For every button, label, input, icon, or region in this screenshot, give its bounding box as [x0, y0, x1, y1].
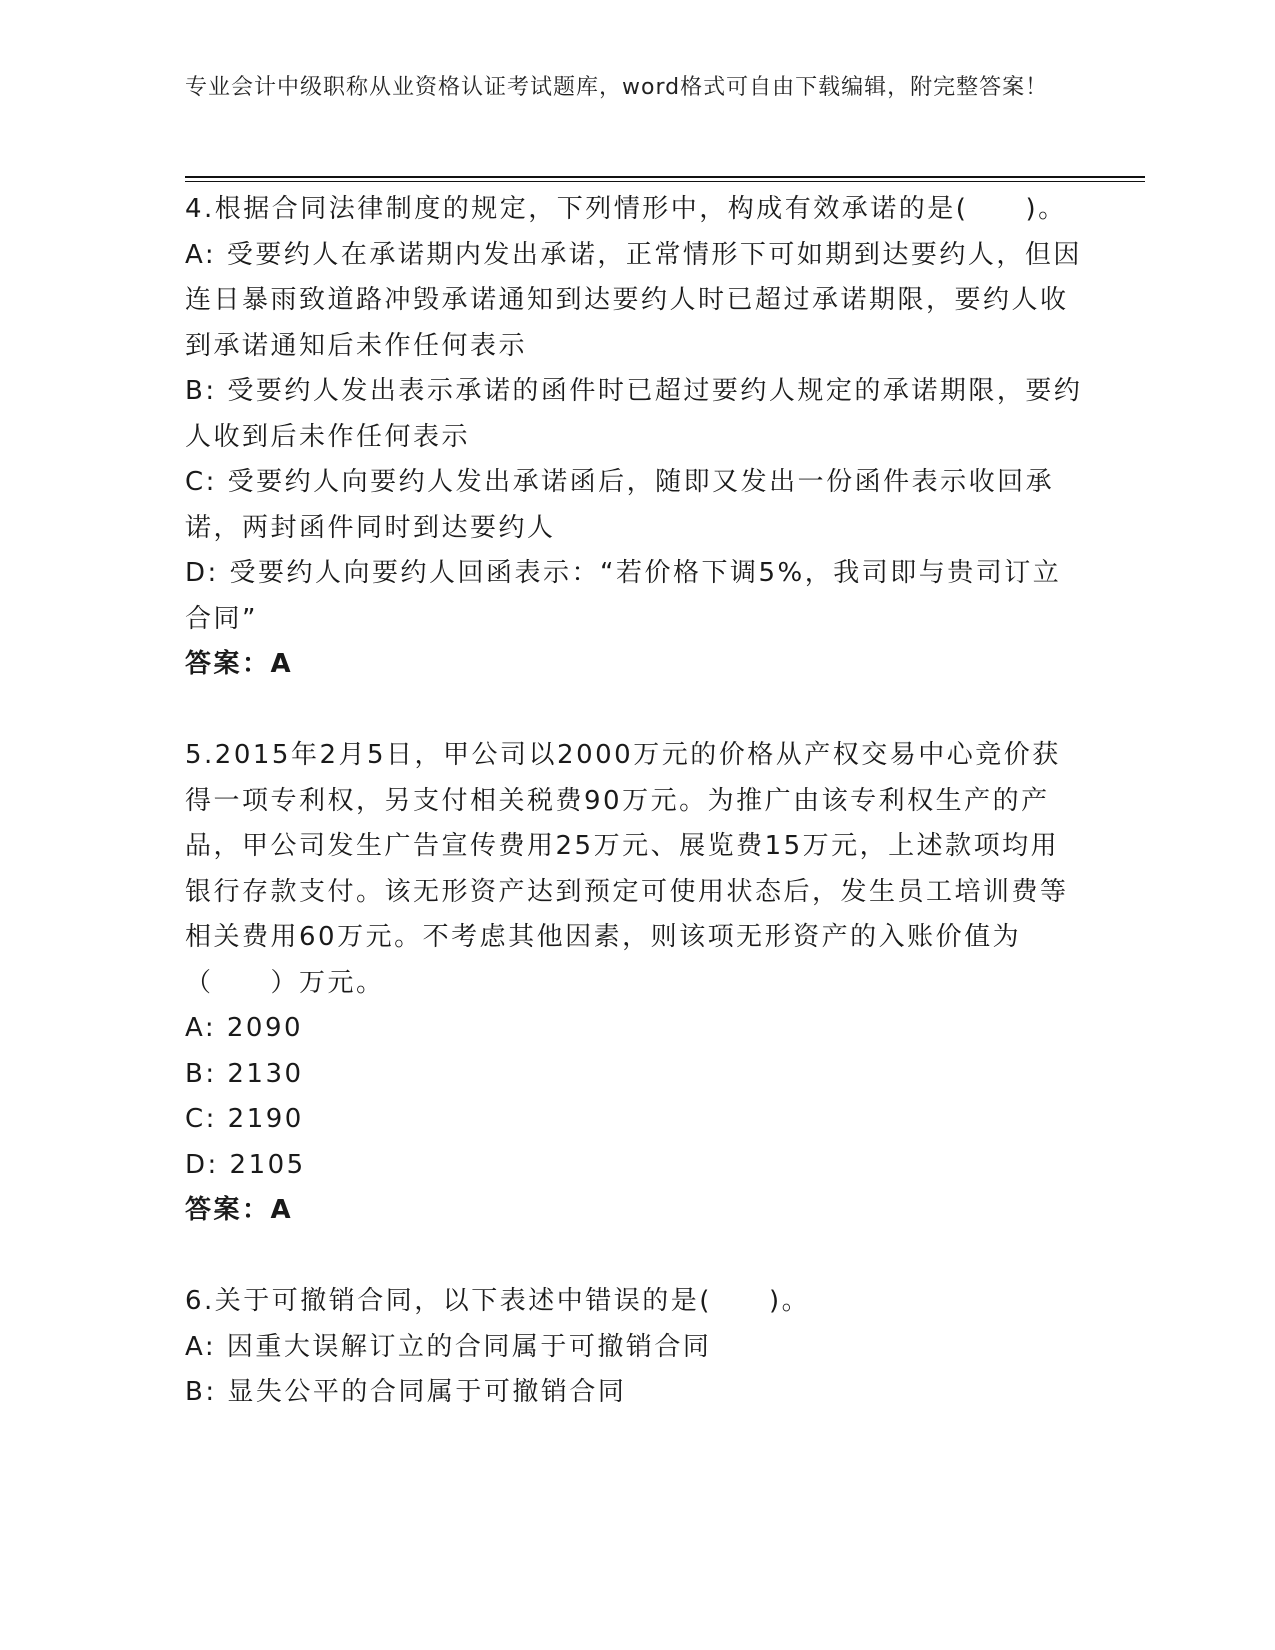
spacer — [185, 688, 1085, 734]
option-a: A: 因重大误解订立的合同属于可撤销合同 — [185, 1331, 712, 1362]
header-rule-thin — [185, 181, 1145, 182]
question-stem: 5.2015年2月5日，甲公司以2000万元的价格从产权交易中心竞价获得一项专利权，另支付相关税费90万元。为推广由该专利权生产的产品，甲公司发生广告宣传费用25万元、展览费15万元，上述款项均用银行存款支付。该无形资产达到预定可使用状态后，发生员工培训费等相关费用60万元。不考虑其他因素，则该项无形资产的入账价值为（ ）万元。 — [185, 740, 1069, 998]
option-d: D: 受要约人向要约人回函表示：“若价格下调5%，我司即与贵司订立合同” — [185, 558, 1062, 634]
header-rule-thick — [185, 176, 1145, 178]
question-stem: 4.根据合同法律制度的规定，下列情形中，构成有效承诺的是( )。 — [185, 194, 1067, 224]
answer-line: 答案：A — [185, 1195, 294, 1225]
option-c: C: 2190 — [185, 1104, 304, 1134]
option-b: B: 2130 — [185, 1058, 304, 1089]
page-header: 专业会计中级职称从业资格认证考试题库，word格式可自由下载编辑，附完整答案！ — [185, 75, 1049, 100]
question-list — [185, 187, 1085, 1416]
spacer — [185, 1234, 1085, 1280]
option-b: B: 受要约人发出表示承诺的函件时已超过要约人规定的承诺期限，要约人收到后未作任何表示 — [185, 376, 1083, 452]
question-6 — [185, 1279, 1085, 1416]
option-a: A: 受要约人在承诺期内发出承诺，正常情形下可如期到达要约人，但因连日暴雨致道路冲毁承诺通知到达要约人时已超过承诺期限，要约人收到承诺通知后未作任何表示 — [185, 239, 1082, 361]
question-stem: 6.关于可撤销合同，以下表述中错误的是( )。 — [185, 1286, 811, 1316]
option-b: B: 显失公平的合同属于可撤销合同 — [185, 1377, 627, 1407]
answer-line: 答案：A — [185, 649, 294, 679]
question-4 — [185, 187, 1085, 688]
option-c: C: 受要约人向要约人发出承诺函后，随即又发出一份函件表示收回承诺，两封函件同时到达要约人 — [185, 467, 1055, 543]
option-d: D: 2105 — [185, 1149, 306, 1180]
option-a: A: 2090 — [185, 1013, 304, 1043]
question-5 — [185, 733, 1085, 1234]
